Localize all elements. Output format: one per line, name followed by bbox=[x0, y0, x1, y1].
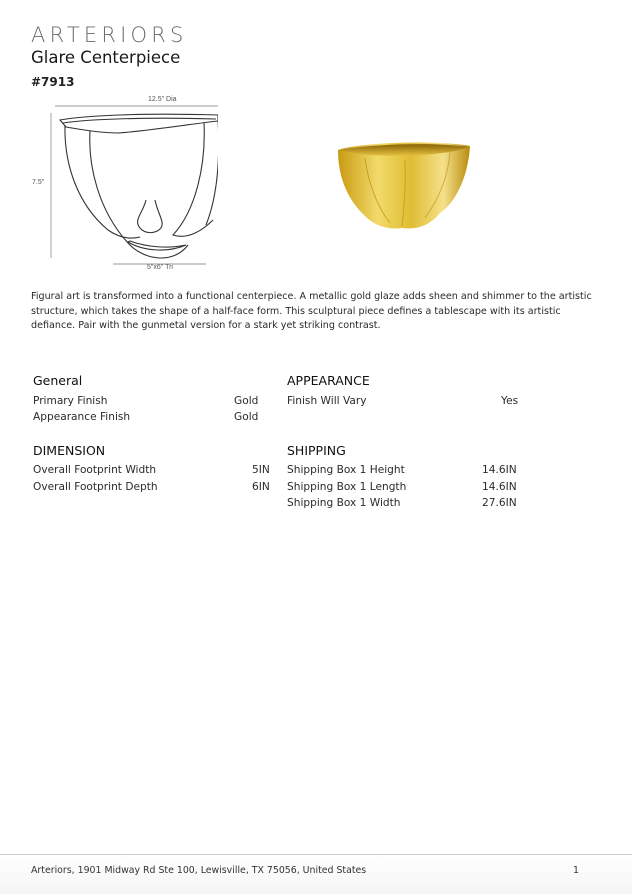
spec-value: 5IN bbox=[252, 464, 270, 476]
spec-value: 14.6IN bbox=[482, 481, 517, 493]
spec-label: Overall Footprint Depth bbox=[33, 481, 158, 493]
brand-logo: ARTERIORS bbox=[31, 23, 188, 47]
spec-value: 27.6IN bbox=[482, 497, 517, 509]
product-title: Glare Centerpiece bbox=[31, 48, 181, 67]
dimension-base-label: 5"x6" Tri bbox=[147, 264, 173, 271]
spec-label: Shipping Box 1 Width bbox=[287, 497, 401, 509]
spec-label: Appearance Finish bbox=[33, 411, 131, 423]
spec-label: Overall Footprint Width bbox=[33, 464, 157, 476]
product-description: Figural art is transformed into a functional centerpiece. A metallic gold glaze adds sheen and shimmer to the artistic structure, which takes the shape of a half-face form. This sculptural piece defines a tablescape with its artistic defiance. Pair with the gunmetal version for a stark yet striking contrast. bbox=[31, 291, 592, 331]
spec-value: Gold bbox=[234, 395, 259, 407]
product-sku: #7913 bbox=[31, 75, 75, 89]
page-number: 1 bbox=[573, 865, 579, 876]
spec-label: Primary Finish bbox=[33, 395, 108, 407]
section-heading-shipping: SHIPPING bbox=[287, 443, 346, 458]
spec-value: Gold bbox=[234, 411, 259, 423]
gold-bowl-photo bbox=[330, 138, 475, 233]
spec-label: Shipping Box 1 Height bbox=[287, 464, 405, 476]
section-heading-general: General bbox=[33, 373, 83, 388]
dimension-height-label: 7.5" bbox=[32, 179, 45, 186]
spec-value: 6IN bbox=[252, 481, 270, 493]
spec-value: 14.6IN bbox=[482, 464, 517, 476]
spec-label: Shipping Box 1 Length bbox=[287, 481, 407, 493]
footer-divider bbox=[0, 854, 632, 855]
bowl-line-drawing-icon bbox=[28, 95, 218, 280]
section-heading-dimension: DIMENSION bbox=[33, 443, 106, 458]
spec-value: Yes bbox=[501, 395, 519, 407]
spec-label: Finish Will Vary bbox=[287, 395, 367, 407]
dimension-diameter-label: 12.5" Dia bbox=[148, 96, 177, 103]
section-heading-appearance: APPEARANCE bbox=[287, 373, 370, 388]
footer-address: Arteriors, 1901 Midway Rd Ste 100, Lewisville, TX 75056, United States bbox=[31, 865, 367, 876]
